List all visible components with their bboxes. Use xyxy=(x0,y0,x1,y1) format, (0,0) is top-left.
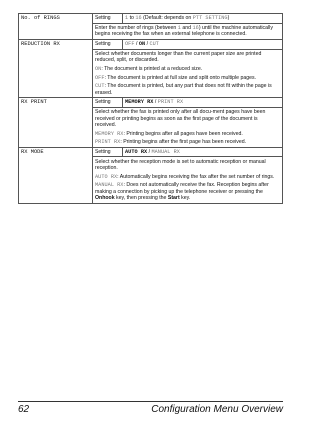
setting-description xyxy=(93,157,283,203)
option-off: OFF xyxy=(125,41,135,48)
page-number: 62 xyxy=(18,404,30,415)
table-row xyxy=(19,98,283,108)
setting-description xyxy=(93,23,283,39)
description-text: Enter the number of rings (between 1 and 16) until the machine automatically begins receiving the fax when an external telephone is connected. xyxy=(95,24,273,38)
description-auto-rx: AUTO RX: Automatically begins receiving the fax after the set number of rings. xyxy=(95,173,275,180)
setting-name: RX MODE xyxy=(19,147,93,203)
description-print-rx: PRINT RX: Printing begins after the first page has been received. xyxy=(95,139,247,146)
option-cut: CUT xyxy=(149,41,159,48)
description-memory-rx: MEMORY RX: Printing begins after all pages have been received. xyxy=(95,130,243,137)
description-text: Select whether documents longer than the current paper size are printed reduced, split, or discarded. xyxy=(95,50,262,64)
description-off: OFF: The document is printed at full size and split onto multiple pages. xyxy=(95,74,257,81)
description-text: Select whether the fax is printed only after all docu-ment pages have been received or printing begins as soon as the first page of the document is received. xyxy=(95,109,266,128)
table-row xyxy=(19,147,283,157)
setting-values: OFF / ON / CUT xyxy=(123,39,283,49)
option-auto-rx-default: AUTO RX xyxy=(125,148,148,155)
option-on-default: ON xyxy=(138,41,146,48)
option-print-rx: PRINT RX xyxy=(157,99,184,106)
setting-values: 1 to 16 (Default: depends on PTT SETTING) xyxy=(123,14,283,24)
setting-name: No. of RINGS xyxy=(19,14,93,40)
description-text: Select whether the reception mode is set to automatic reception or manual reception. xyxy=(95,158,266,172)
settings-table xyxy=(18,13,283,204)
description-manual-rx: MANUAL RX: Does not automatically receive the fax. Reception begins after making a connection by picking up the telephone receiver or pressing the Onhook key, then pressing the Start key. xyxy=(95,182,269,202)
option-memory-rx-default: MEMORY RX xyxy=(125,99,154,106)
description-cut: CUT: The document is printed, but any part that does not fit within the page is erased. xyxy=(95,83,272,96)
table-row xyxy=(19,39,283,49)
page-footer-title: Configuration Menu Overview xyxy=(151,404,283,415)
setting-label: Setting xyxy=(93,14,123,24)
setting-description xyxy=(93,107,283,147)
footer-divider xyxy=(18,401,283,402)
setting-label: Setting xyxy=(93,98,123,108)
setting-values: AUTO RX / MANUAL RX xyxy=(123,147,283,157)
option-manual-rx: MANUAL RX xyxy=(151,148,180,155)
setting-name: REDUCTION RX xyxy=(19,39,93,97)
description-on: ON: The document is printed at a reduced size. xyxy=(95,65,203,72)
setting-name: RX PRINT xyxy=(19,98,93,148)
setting-label: Setting xyxy=(93,147,123,157)
setting-values: MEMORY RX / PRINT RX xyxy=(123,98,283,108)
setting-label: Setting xyxy=(93,39,123,49)
table-row xyxy=(19,14,283,24)
setting-description xyxy=(93,49,283,97)
